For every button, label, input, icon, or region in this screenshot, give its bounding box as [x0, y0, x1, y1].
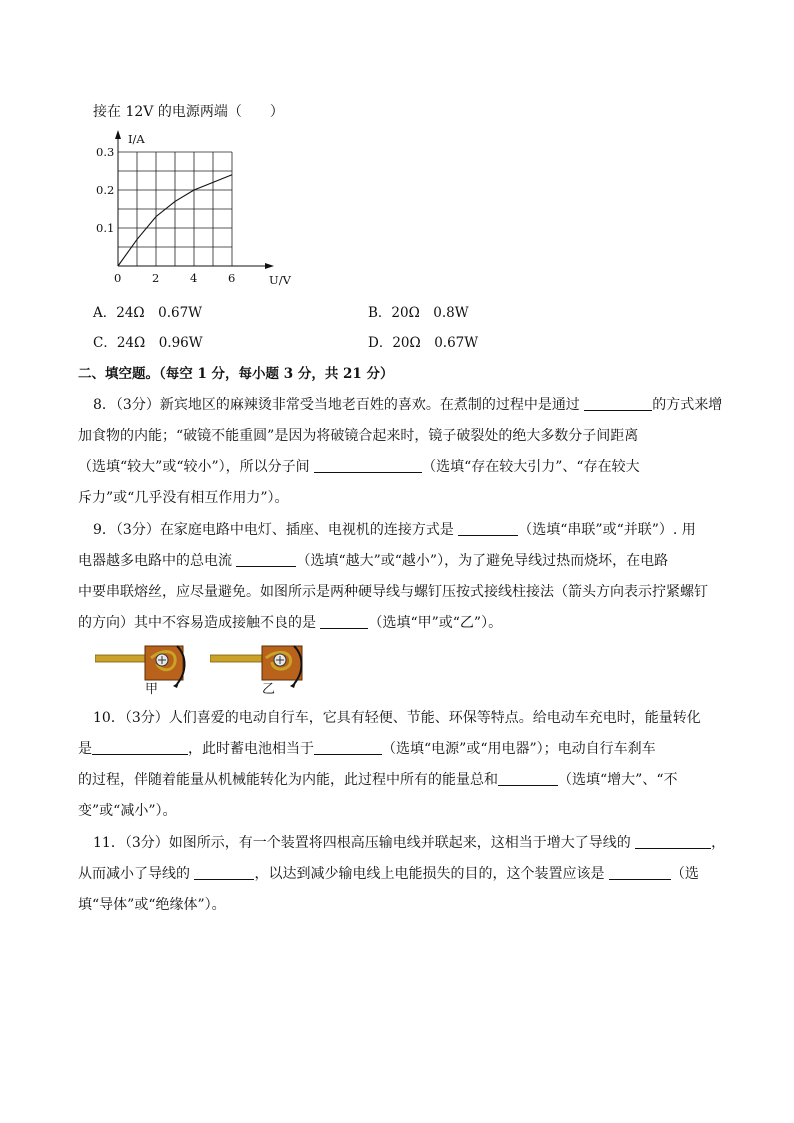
- option-b: B．20Ω 0.8W: [368, 305, 469, 321]
- q10-line-1: 10．（3分）人们喜爱的电动自行车，它具有轻便、节能、环保等特点。给电动车充电时，能量转化: [93, 710, 701, 726]
- q9-line-1: [93, 519, 696, 539]
- q11-text-2c: （选: [670, 866, 699, 882]
- q10-blank-3[interactable]: [498, 770, 558, 786]
- option-d: D．20Ω 0.67W: [368, 335, 479, 351]
- q8-line-3: [78, 456, 640, 476]
- x-axis-arrow: [265, 263, 274, 269]
- q10-text-2b: ，此时蓄电池相当于: [188, 741, 314, 757]
- x-tick-label: 0: [114, 271, 122, 285]
- y-tick-label: 0.2: [96, 183, 115, 197]
- q9-line-4: [78, 612, 502, 632]
- option-a: A．24Ω 0.67W: [93, 305, 203, 321]
- q9-text-2b: （选填“越大”或“越小”），为了避免导线过热而烧坏，在电路: [296, 553, 669, 569]
- q10-text-2c: （选填“电源”或“用电器”）；电动自行车刹车: [382, 741, 656, 757]
- terminal-figure-jia: [95, 642, 195, 698]
- q8-line-1: [93, 394, 722, 414]
- q10-blank-2[interactable]: [314, 739, 382, 755]
- q9-blank-1[interactable]: [458, 520, 518, 536]
- q10-text-3a: 的过程，伴随着能量从机械能转化为内能，此过程中所有的能量总和: [78, 772, 498, 788]
- q9-text-4a: 的方向）其中不容易造成接触不良的是: [78, 615, 321, 631]
- q10-text-3b: （选填“增大”、“不: [558, 772, 678, 788]
- q9-blank-3[interactable]: [320, 613, 368, 629]
- wire-yi: [210, 655, 266, 662]
- x-axis-label: U/V: [269, 273, 291, 287]
- q11-text-2a: 从而减小了导线的: [78, 866, 195, 882]
- q11-text-1b: ，: [711, 835, 726, 851]
- q10-line-2: [78, 738, 656, 758]
- q8-text-3a: （选填“较大”或“较小”），所以分子间: [78, 459, 315, 475]
- q9-line-3: 中要串联熔丝，应尽量避免。如图所示是两种硬导线与螺钉压按式接线柱接法（箭头方向表示拧紧螺钉: [78, 584, 708, 600]
- q11-line-2: [78, 863, 699, 883]
- q10-line-3: [78, 769, 677, 789]
- q9-text-2a: 电器越多电路中的总电流: [78, 553, 237, 569]
- q8-text-1b: 的方式来增: [652, 397, 723, 413]
- q8-line-2: 加食物的内能；“破镜不能重圆”是因为将破镜合起来时，镜子破裂处的绝大多数分子间距离: [78, 428, 639, 444]
- q11-blank-3[interactable]: [609, 864, 671, 880]
- section-title: 二、填空题。（每空 1 分，每小题 3 分，共 21 分）: [78, 366, 394, 382]
- q9-text-4b: （选填“甲”或“乙”）。: [368, 615, 503, 631]
- q11-text-2b: ，以达到减少输电线上电能损失的目的，这个装置应该是: [254, 866, 609, 882]
- label-jia: 甲: [145, 682, 159, 697]
- q8-text-3b: （选填“存在较大引力”、“存在较大: [422, 459, 640, 475]
- y-tick-label: 0.3: [96, 145, 115, 159]
- q11-line-3: 填“导体”或“绝缘体”）。: [78, 897, 226, 913]
- x-tick-label: 6: [228, 271, 236, 285]
- option-c: C．24Ω 0.96W: [93, 335, 203, 351]
- q9-text-1b: （选填“串联”或“并联”）. 用: [518, 522, 696, 538]
- q8-line-4: 斥力”或“几乎没有相互作用力”）。: [78, 490, 289, 506]
- y-axis-label: I/A: [128, 132, 145, 146]
- wire-jia: [95, 655, 151, 662]
- chart-axes: [115, 130, 274, 269]
- y-tick-label: 0.1: [96, 221, 115, 235]
- q11-text-1a: 11．（3分）如图所示，有一个装置将四根高压输电线并联起来，这相当于增大了导线的: [93, 835, 636, 851]
- q10-text-2a: 是: [78, 741, 92, 757]
- q11-blank-2[interactable]: [194, 864, 254, 880]
- intro-line: 接在 12V 的电源两端（ ）: [93, 104, 284, 120]
- q8-text-1a: 8．（3分）新宾地区的麻辣烫非常受当地老百姓的喜欢。在煮制的过程中是通过: [93, 397, 585, 413]
- q9-text-1a: 9．（3分）在家庭电路中电灯、插座、电视机的连接方式是: [93, 522, 459, 538]
- q9-blank-2[interactable]: [236, 551, 296, 567]
- q11-blank-1[interactable]: [635, 833, 711, 849]
- y-axis-arrow: [115, 130, 121, 139]
- q9-line-2: [78, 550, 668, 570]
- q11-line-1: [93, 832, 725, 852]
- q8-blank-2[interactable]: [314, 457, 422, 473]
- x-tick-label: 4: [190, 271, 198, 285]
- label-yi: 乙: [262, 682, 276, 697]
- terminal-figure-yi: [210, 642, 310, 698]
- iu-chart: [88, 128, 313, 290]
- q8-blank-1[interactable]: [584, 395, 652, 411]
- chart-grid: [118, 152, 232, 266]
- q10-blank-1[interactable]: [92, 739, 188, 755]
- x-tick-label: 2: [152, 271, 160, 285]
- q10-line-4: 变”或“减小”）。: [78, 803, 177, 819]
- chart-ticks: [96, 145, 235, 285]
